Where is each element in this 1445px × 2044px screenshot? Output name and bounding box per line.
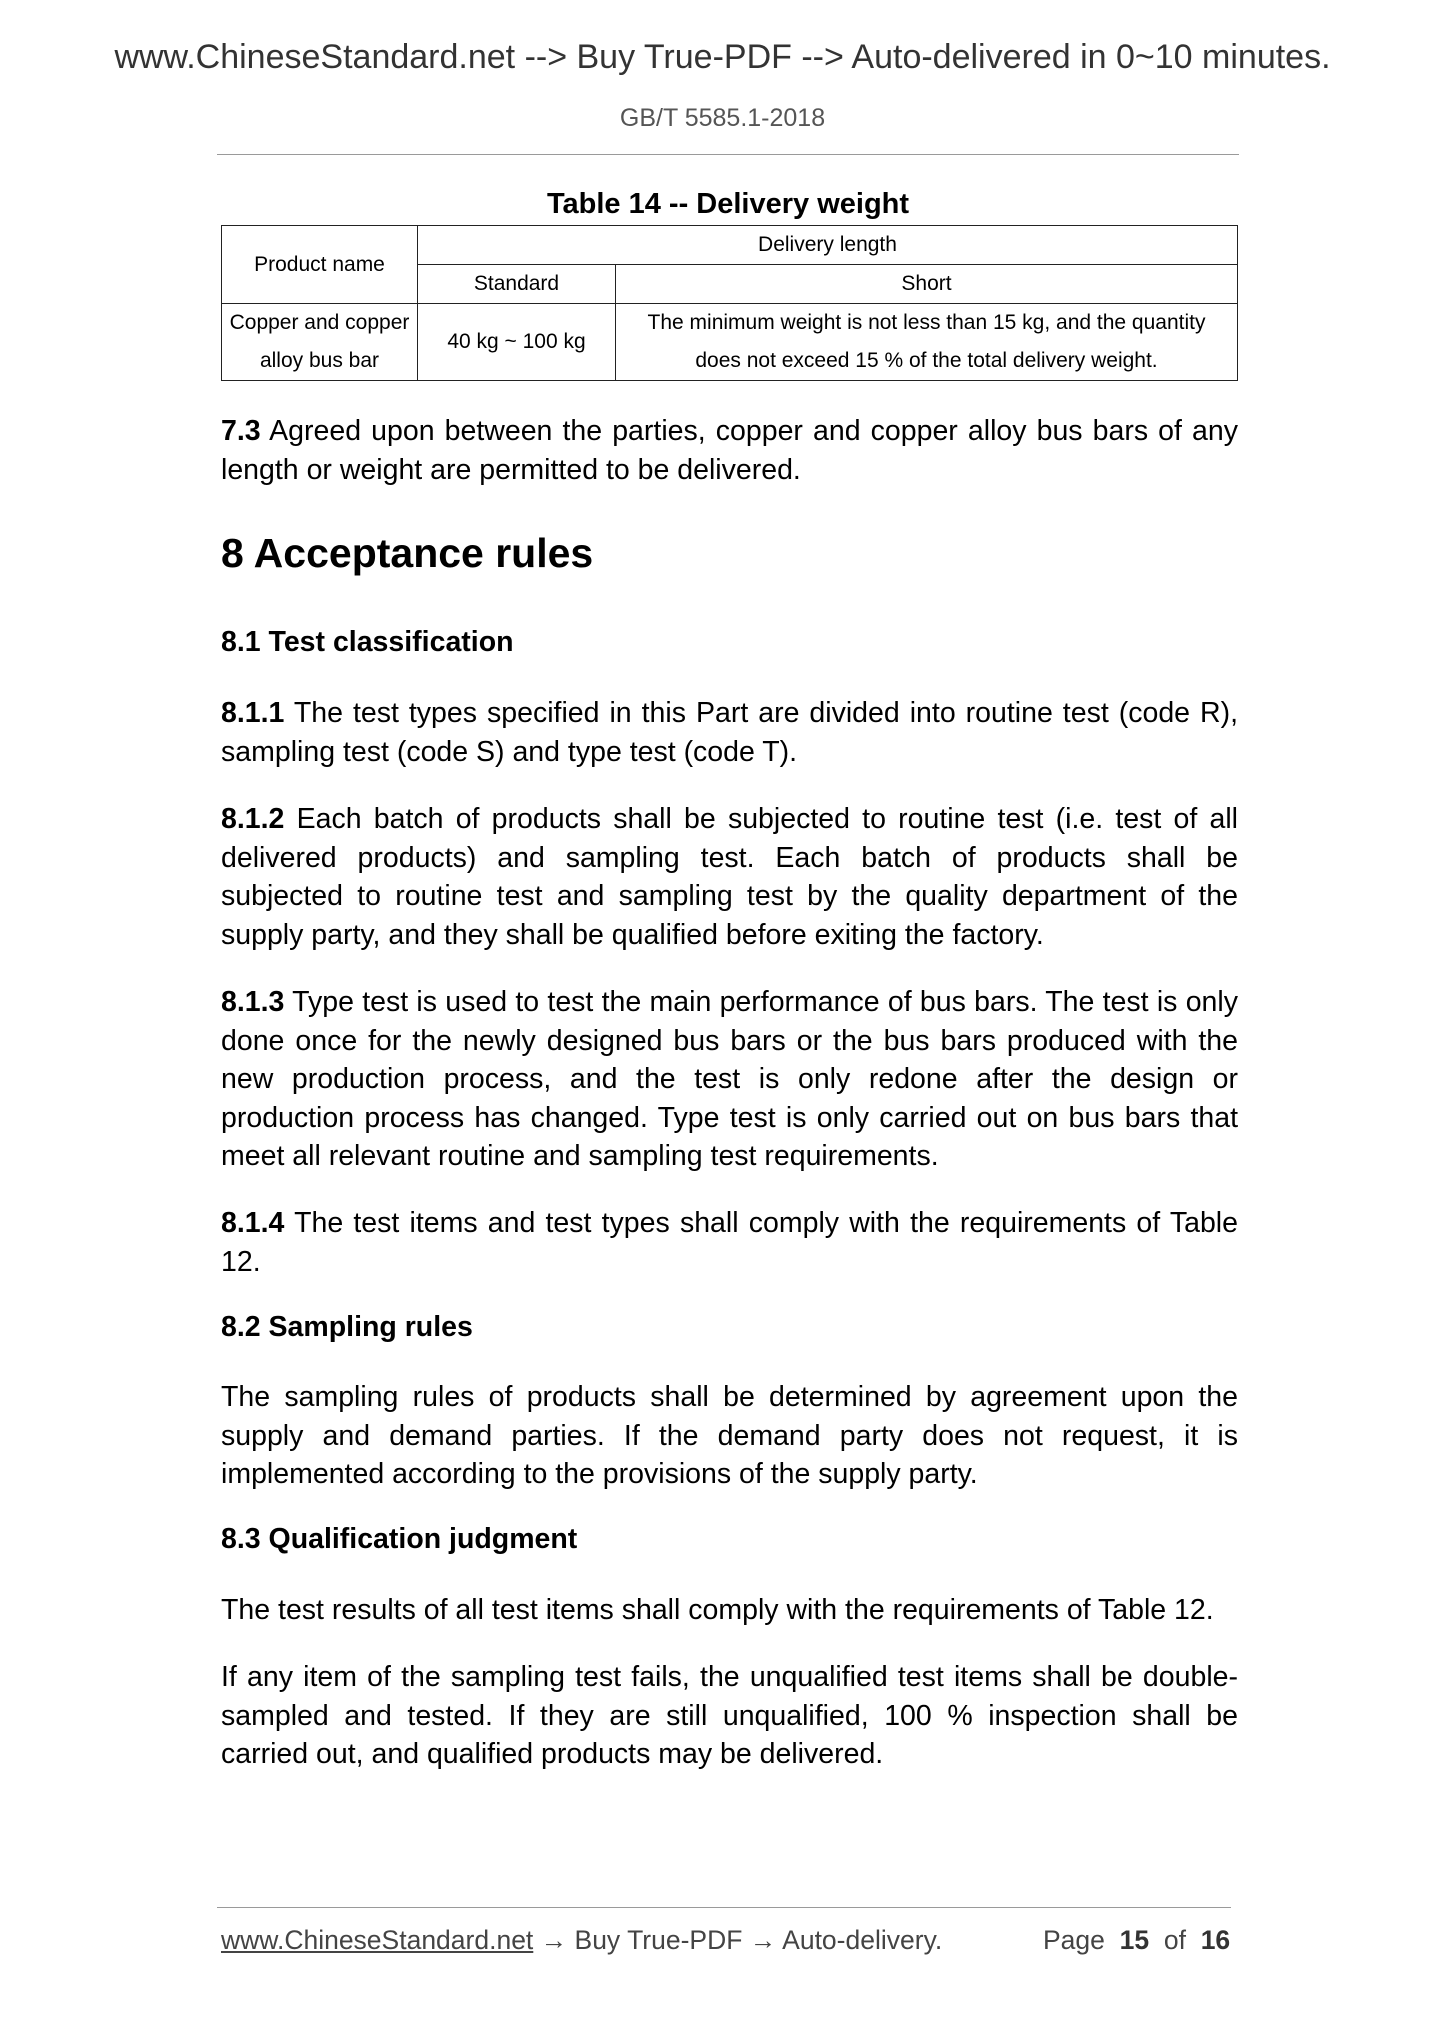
footer-site-link[interactable]: www.ChineseStandard.net xyxy=(221,1925,534,1955)
clause-number: 8.1.3 xyxy=(221,986,285,1018)
page-total: 16 xyxy=(1200,1925,1231,1955)
clause-8-1-4 xyxy=(221,1204,1238,1281)
clause-8-3-a: The test results of all test items shall comply with the requirements of Table 12. xyxy=(221,1594,1214,1626)
top-banner: www.ChineseStandard.net --> Buy True-PDF --> Auto-delivered in 0~10 minutes. xyxy=(114,38,1331,76)
cell-product-line: alloy bus bar xyxy=(259,349,380,372)
table-title: Table 14 -- Delivery weight xyxy=(546,188,910,220)
header-delivery-length: Delivery length xyxy=(418,226,1238,265)
subsection-heading: 8.3 Qualification judgment xyxy=(221,1523,578,1555)
clause-8-1-1 xyxy=(221,694,1238,771)
delivery-weight-table xyxy=(221,225,1238,381)
clause-8-1-2 xyxy=(221,800,1238,954)
header-divider xyxy=(217,154,1239,155)
table-header-row xyxy=(222,226,1238,265)
cell-product xyxy=(222,304,418,381)
cell-product-line: Copper and copper xyxy=(229,311,410,334)
header-product-name: Product name xyxy=(222,226,418,304)
clause-text: Agreed upon between the parties, copper and copper alloy bus bars of any length or weight are permitted to be delivered. xyxy=(221,415,1238,486)
footer-promo xyxy=(221,1925,942,1956)
clause-text: Type test is used to test the main performance of bus bars. The test is only done once for the newly designed bus bars or the bus bars produced with the new production process, and the test is only redone after the design or production process has changed. Type test is only carried out on bus bars that meet all relevant routine and sampling test requirements. xyxy=(221,986,1238,1172)
cell-short-line: does not exceed 15 % of the total delivery weight. xyxy=(695,349,1158,372)
cell-short-line: The minimum weight is not less than 15 kg, and the quantity xyxy=(647,311,1206,334)
cell-standard: 40 kg ~ 100 kg xyxy=(418,304,616,381)
page-number xyxy=(1043,1925,1230,1956)
clause-text: The test items and test types shall comply with the requirements of Table 12. xyxy=(221,1207,1238,1278)
cell-short xyxy=(616,304,1238,381)
clause-8-2: The sampling rules of products shall be determined by agreement upon the supply and demand parties. If the demand party does not request, it is implemented according to the provisions of the supply party. xyxy=(221,1381,1238,1490)
clause-text: The test types specified in this Part are divided into routine test (code R), sampling test (code S) and type test (code T). xyxy=(221,697,1238,768)
table-row xyxy=(222,304,1238,381)
clause-number: 8.1.4 xyxy=(221,1207,285,1239)
subsection-heading: 8.2 Sampling rules xyxy=(221,1311,473,1343)
header-standard: Standard xyxy=(418,265,616,304)
document-code: GB/T 5585.1-2018 xyxy=(619,104,826,132)
subsection-heading: 8.1 Test classification xyxy=(221,626,514,658)
page-label: Page xyxy=(1043,1925,1105,1955)
clause-number: 7.3 xyxy=(221,415,261,447)
of-label: of xyxy=(1163,1925,1186,1955)
clause-8-3-b: If any item of the sampling test fails, the unqualified test items shall be double-sampled and tested. If they are still unqualified, 100 % inspection shall be carried out, and qualified products may be delivered. xyxy=(221,1661,1238,1770)
section-heading: 8 Acceptance rules xyxy=(221,530,594,576)
clause-8-1-3 xyxy=(221,983,1238,1176)
clause-number: 8.1.1 xyxy=(221,697,285,729)
footer-divider xyxy=(217,1907,1231,1908)
page-current: 15 xyxy=(1119,1925,1150,1955)
clause-number: 8.1.2 xyxy=(221,803,285,835)
footer-promo-text: → Buy True-PDF → Auto-delivery. xyxy=(533,1925,943,1955)
header-short: Short xyxy=(616,265,1238,304)
clause-text: Each batch of products shall be subjected to routine test (i.e. test of all delivered products) and sampling test. Each batch of products shall be subjected to routine test and sampling test by the quality department of the supply party, and they shall be qualified before exiting the factory. xyxy=(221,803,1238,951)
clause-7-3 xyxy=(221,412,1238,489)
